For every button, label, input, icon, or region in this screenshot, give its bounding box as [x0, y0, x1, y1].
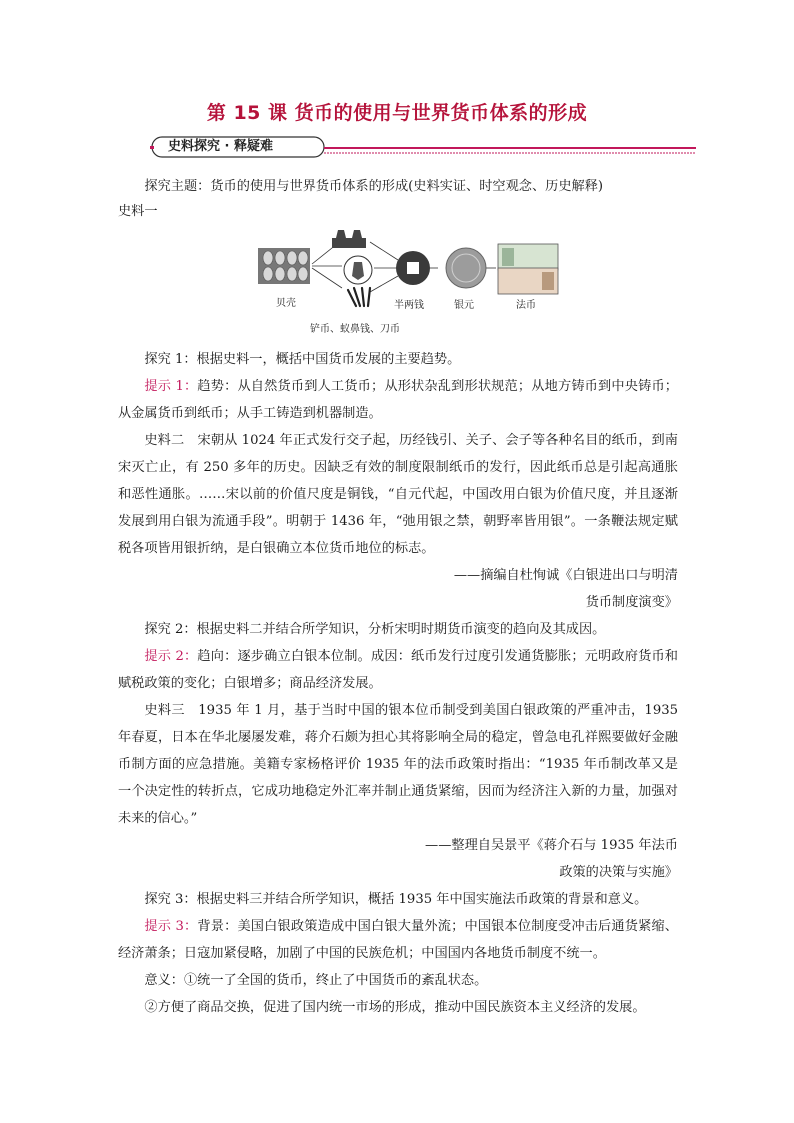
label-fabi: 法币 — [516, 300, 536, 311]
source-2-citation-line1: ——摘编自杜恂诚《白银进出口与明清 — [453, 568, 678, 583]
source-3-citation-line1: ——整理自吴景平《蒋介石与 1935 年法币 — [425, 838, 678, 853]
section-banner-label: 史料探究 · 释疑难 — [168, 139, 273, 154]
hint-3-label: 提示 3： — [144, 919, 198, 934]
hint-1-label: 提示 1： — [144, 379, 198, 394]
hint-3 — [118, 913, 678, 967]
hint-2-label: 提示 2： — [144, 649, 198, 664]
label-silver-dollar: 银元 — [454, 300, 474, 311]
source-2-citation-line2: 货币制度演变》 — [585, 595, 678, 610]
source1-label: 史料一 — [118, 204, 158, 219]
question-1: 探究 1：根据史料一，概括中国货币发展的主要趋势。 — [144, 352, 461, 367]
hint-3-text: 背景：美国白银政策造成中国白银大量外流；中国银本位制度受冲击后通货紧缩、经济萧条；日寇加紧侵略，加剧了中国的民族危机；中国国内各地货币制度不统一。 — [118, 919, 678, 961]
question-2: 探究 2：根据史料二并结合所学知识，分析宋明时期货币演变的趋向及其成因。 — [144, 622, 606, 637]
hint-1 — [118, 373, 678, 427]
label-banliang: 半两钱 — [394, 300, 424, 311]
currency-evolution-figure — [258, 228, 568, 338]
page-title: 第 15 课 货币的使用与世界货币体系的形成 — [206, 102, 588, 124]
section-banner — [150, 134, 698, 162]
hint-2 — [118, 643, 678, 697]
hint-2-text: 趋向：逐步确立白银本位制。成因：纸币发行过度引发通货膨胀；元明政府货币和赋税政策的变化；白银增多；商品经济发展。 — [118, 649, 678, 691]
label-shell: 贝壳 — [276, 298, 296, 309]
source-3-citation-line2: 政策的决策与实施》 — [559, 865, 678, 880]
source-3: 史料三 1935 年 1 月，基于当时中国的银本位币制受到美国白银政策的严重冲击，1935 年春夏，日本在华北屡屡发难，蒋介石颇为担心其将影响全局的稳定，曾急电孔祥熙要做好金融币制方面的应急措施。美籍专家杨格评价 1935 年的法币政策时指出：“1935 年币制改革又是一个决定性的转折点，它成功地稳定外汇率并制止通货紧缩，因而为经济注入新的力量，加强对未来的信心。” — [118, 703, 678, 826]
currency-illustration — [258, 228, 568, 338]
meaning-1: 意义：①统一了全国的货币，终止了中国货币的紊乱状态。 — [144, 973, 488, 988]
hint-1-text: 趋势：从自然货币到人工货币；从形状杂乱到形状规范；从地方铸币到中央铸币；从金属货币到纸币；从手工铸造到机器制造。 — [118, 379, 678, 421]
label-spade-coins: 铲币、蚁鼻钱、刀币 — [310, 324, 400, 335]
meaning-2: ②方便了商品交换，促进了国内统一市场的形成，推动中国民族资本主义经济的发展。 — [144, 1000, 646, 1015]
source-2: 史料二 宋朝从 1024 年正式发行交子起，历经钱引、关子、会子等各种名目的纸币，到南宋灭亡止，有 250 多年的历史。因缺乏有效的制度限制纸币的发行，因此纸币总是引起高通胀和恶性通胀。……宋以前的价值尺度是铜钱，“自元代起，中国改用白银为价值尺度，并且逐渐发展到用白银为流通手段”。明朝于 1436 年，“弛用银之禁，朝野率皆用银”。一条鞭法规定赋税各项皆用银折纳，是白银确立本位货币地位的标志。 — [118, 433, 678, 556]
question-3: 探究 3：根据史料三并结合所学知识，概括 1935 年中国实施法币政策的背景和意义。 — [144, 892, 648, 907]
inquiry-theme: 探究主题：货币的使用与世界货币体系的形成(史料实证、时空观念、历史解释) — [144, 179, 604, 194]
